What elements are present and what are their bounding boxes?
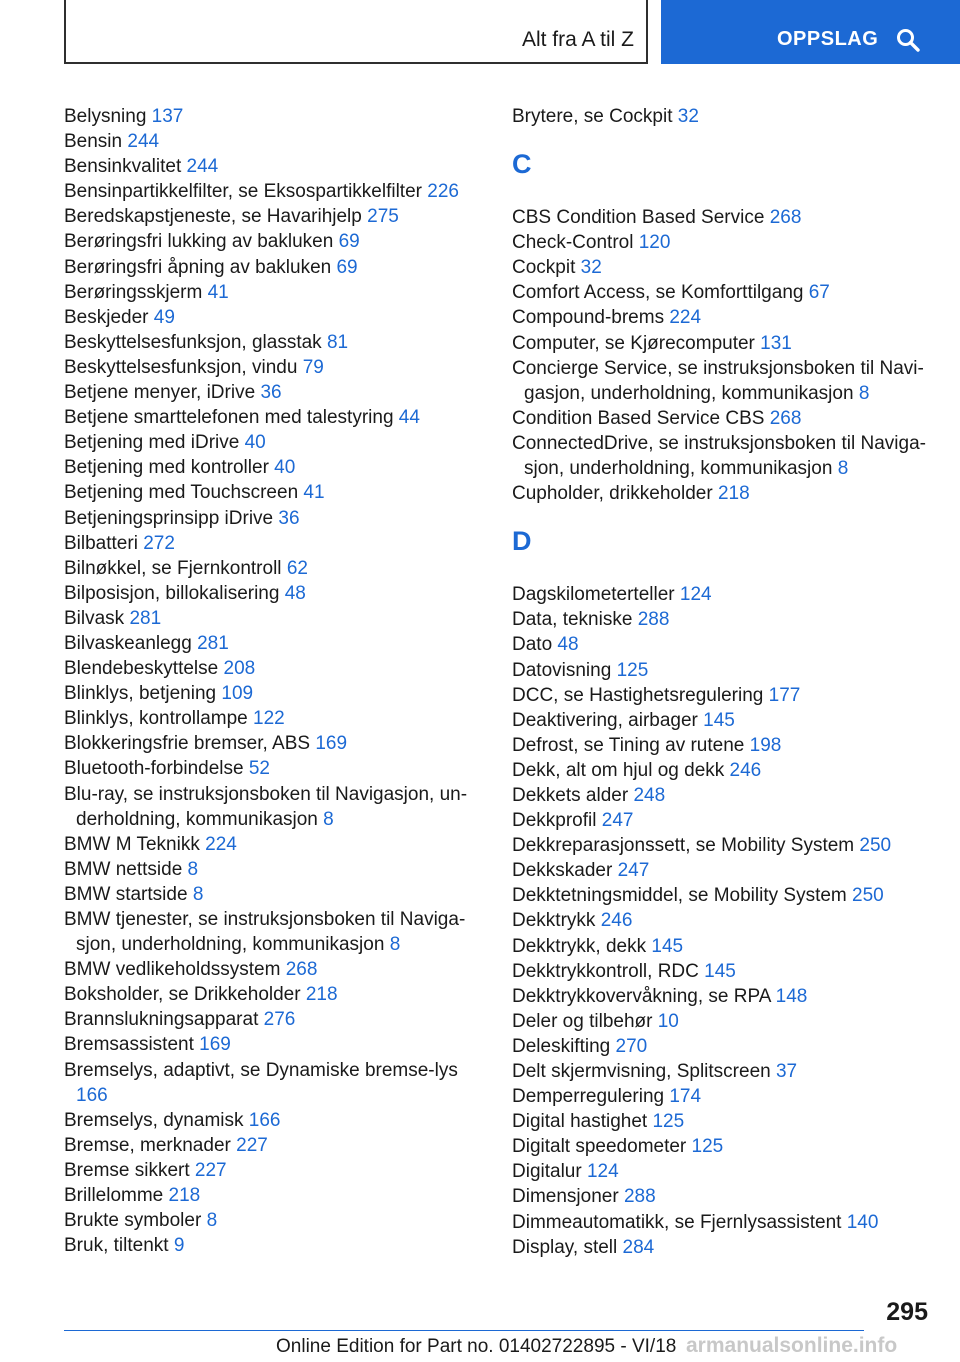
- page-link[interactable]: 40: [244, 432, 266, 454]
- index-term: Deaktivering, airbager: [512, 709, 698, 731]
- index-column-left: [64, 104, 474, 1258]
- page-link[interactable]: 226: [427, 181, 459, 203]
- page-link[interactable]: 120: [638, 232, 671, 254]
- index-term: Demperregulering: [512, 1086, 665, 1108]
- index-entry: [64, 1158, 474, 1183]
- index-term: Brillelomme: [64, 1185, 164, 1207]
- page-link[interactable]: 244: [127, 131, 160, 153]
- page-link[interactable]: 208: [223, 658, 256, 680]
- index-term: Dimmeautomatikk, se Fjernlysassistent: [512, 1211, 842, 1233]
- search-icon[interactable]: [896, 28, 920, 52]
- page-number: 295: [886, 1298, 928, 1326]
- page-link[interactable]: 32: [580, 257, 602, 279]
- watermark: armanualsonline.info: [686, 1334, 898, 1357]
- index-entry: [64, 1208, 474, 1233]
- index-term: BMW M Teknikk: [64, 833, 200, 855]
- index-term: Betjening med Touchscreen: [64, 482, 299, 504]
- page-link[interactable]: 281: [129, 607, 162, 629]
- index-entry: [64, 204, 474, 229]
- index-entry: [512, 1084, 932, 1109]
- index-entry: [64, 330, 474, 355]
- index-entry: [64, 280, 474, 305]
- index-entry: [64, 556, 474, 581]
- page-link[interactable]: 148: [775, 985, 808, 1007]
- page-link[interactable]: 8: [389, 934, 401, 956]
- page-link[interactable]: 140: [846, 1211, 879, 1233]
- index-term: Cupholder, drikkeholder: [512, 483, 713, 505]
- index-term: Delt skjermvisning, Splitscreen: [512, 1061, 771, 1082]
- page-link[interactable]: 109: [221, 683, 254, 705]
- index-entry: [512, 908, 932, 933]
- index-entry: [512, 1134, 932, 1159]
- page-link[interactable]: 124: [679, 584, 712, 606]
- page-link[interactable]: 125: [616, 659, 649, 681]
- page-link[interactable]: 275: [367, 206, 399, 228]
- index-entry: [64, 731, 474, 756]
- index-term: Dekkskader: [512, 860, 613, 882]
- index-term: Cockpit: [512, 257, 576, 279]
- index-entry: [512, 582, 932, 607]
- index-term: BMW tjenester, se instruksjonsboken til Naviga-sjon, underholdning, kommunikasjon: [64, 909, 466, 956]
- index-entry: [64, 782, 474, 832]
- index-term: Bremse sikkert: [64, 1159, 190, 1181]
- page-link[interactable]: 268: [285, 959, 318, 981]
- page-link[interactable]: 218: [305, 984, 338, 1006]
- page-link[interactable]: 268: [769, 207, 802, 229]
- index-term: Betjene menyer, iDrive: [64, 382, 256, 404]
- page-link[interactable]: 250: [859, 835, 892, 857]
- index-term: Digital hastighet: [512, 1111, 648, 1133]
- page-link[interactable]: 8: [192, 883, 204, 905]
- index-term: Concierge Service, se instruksjonsboken til Navi-gasjon, underholdning, kommunikasjon: [512, 357, 924, 404]
- index-entry: [64, 882, 474, 907]
- index-term: Beskjeder: [64, 306, 149, 328]
- index-entry: [64, 957, 474, 982]
- index-entry: [512, 934, 932, 959]
- index-entry: [512, 205, 932, 230]
- index-term: Digitalt speedometer: [512, 1136, 687, 1158]
- page-link[interactable]: 288: [623, 1186, 656, 1208]
- index-term: Computer, se Kjørecomputer: [512, 332, 755, 354]
- index-term: Dekktetningsmiddel, se Mobility System: [512, 885, 847, 907]
- index-term: Dekk, alt om hjul og dekk: [512, 759, 725, 781]
- index-entry: [64, 430, 474, 455]
- page-link[interactable]: 250: [852, 885, 884, 907]
- index-entry: [512, 1184, 932, 1209]
- index-term: Blokkeringsfrie bremser, ABS: [64, 733, 311, 755]
- page-link[interactable]: 9: [173, 1235, 185, 1257]
- index-entry: [64, 255, 474, 280]
- index-term: Dekktrykk: [512, 910, 596, 932]
- index-entry: [64, 631, 474, 656]
- index-entry: [512, 406, 932, 431]
- index-term: Betjening med kontroller: [64, 457, 269, 479]
- index-term: Datovisning: [512, 659, 612, 681]
- page-link[interactable]: 281: [197, 632, 229, 654]
- page-link[interactable]: 8: [206, 1210, 218, 1232]
- page-link[interactable]: 37: [775, 1061, 798, 1082]
- index-entry: [512, 356, 932, 406]
- page-link[interactable]: 8: [323, 808, 334, 830]
- index-term: Deler og tilbehør: [512, 1010, 653, 1032]
- index-entry: [512, 1059, 932, 1084]
- index-term: BMW vedlikeholdssystem: [64, 959, 281, 981]
- page-link[interactable]: 69: [338, 231, 360, 253]
- page-link[interactable]: 81: [326, 331, 349, 353]
- index-entry: [64, 104, 474, 129]
- index-term: Beskyttelsesfunksjon, glasstak: [64, 331, 322, 353]
- page-link[interactable]: 67: [808, 282, 830, 304]
- page-link[interactable]: 131: [760, 332, 792, 354]
- index-term: BMW startside: [64, 883, 188, 905]
- page-link[interactable]: 174: [669, 1086, 702, 1108]
- index-entry: [64, 1233, 474, 1258]
- index-entry: [512, 230, 932, 255]
- oppslag-tab[interactable]: [661, 0, 960, 64]
- index-entry: [512, 280, 932, 305]
- index-entry: [512, 481, 932, 506]
- index-entry: [64, 129, 474, 154]
- index-entry: [512, 783, 932, 808]
- page-link[interactable]: 41: [303, 482, 325, 504]
- page-link[interactable]: 36: [260, 382, 282, 404]
- index-term: Bilposisjon, billokalisering: [64, 582, 280, 604]
- index-term: Dekkreparasjonssett, se Mobility System: [512, 835, 855, 857]
- page-link[interactable]: 79: [302, 356, 324, 378]
- index-term: Blinklys, kontrollampe: [64, 708, 248, 730]
- edition-text: Online Edition for Part no. 01402722895 - VI/18: [276, 1336, 677, 1357]
- index-entry: [64, 756, 474, 781]
- page-link[interactable]: 284: [622, 1236, 655, 1258]
- index-term: Bilbatteri: [64, 532, 138, 554]
- index-term: CBS Condition Based Service: [512, 207, 765, 229]
- page-link[interactable]: 145: [704, 960, 736, 982]
- index-entry: [512, 104, 932, 129]
- index-entry: [64, 1032, 474, 1057]
- page-link[interactable]: 44: [398, 407, 420, 429]
- index-term: Beredskapstjeneste, se Havarihjelp: [64, 206, 362, 228]
- page-link[interactable]: 248: [633, 784, 666, 806]
- page-link[interactable]: 69: [336, 256, 358, 278]
- index-letter-c: C: [512, 149, 532, 180]
- index-term: Brannslukningsapparat: [64, 1009, 259, 1031]
- index-term: Dato: [512, 634, 553, 656]
- index-entry: [64, 1058, 474, 1108]
- index-term: Bremselys, dynamisk: [64, 1109, 244, 1131]
- index-term: Brytere, se Cockpit: [512, 106, 673, 127]
- page-link[interactable]: 8: [858, 382, 870, 404]
- index-entry: [512, 431, 932, 481]
- index-entry: [64, 581, 474, 606]
- index-entry: [64, 706, 474, 731]
- index-term: Dekktrykk, dekk: [512, 935, 647, 957]
- index-entry: [512, 1235, 932, 1260]
- index-entry: [512, 632, 932, 657]
- index-term: Betjene smarttelefonen med talestyring: [64, 407, 394, 429]
- page-link[interactable]: 246: [600, 910, 633, 932]
- index-term: Bluetooth-forbindelse: [64, 758, 244, 780]
- page-link[interactable]: 246: [729, 759, 762, 781]
- page-link[interactable]: 32: [677, 106, 699, 127]
- index-term: Bruk, tiltenkt: [64, 1235, 169, 1257]
- index-entry: [64, 531, 474, 556]
- page-link[interactable]: 166: [76, 1084, 108, 1106]
- index-term: Digitalur: [512, 1161, 582, 1183]
- index-entry: [512, 305, 932, 330]
- index-entry: [64, 1007, 474, 1032]
- page-link[interactable]: 270: [615, 1035, 648, 1057]
- index-term: Bilvaskeanlegg: [64, 632, 192, 654]
- index-entry: [512, 984, 932, 1009]
- index-term: Brukte symboler: [64, 1210, 202, 1232]
- page-link[interactable]: 224: [205, 833, 237, 855]
- index-entry: [512, 1034, 932, 1059]
- page-link[interactable]: 62: [286, 557, 308, 579]
- page-link[interactable]: 268: [769, 407, 802, 429]
- index-entry: [64, 832, 474, 857]
- index-entry: [64, 1183, 474, 1208]
- page-link[interactable]: 8: [187, 858, 199, 880]
- index-term: Beskyttelsesfunksjon, vindu: [64, 356, 298, 378]
- index-entry: [512, 708, 932, 733]
- index-entry: [512, 833, 932, 858]
- index-entry: [512, 883, 932, 908]
- index-term: Bilvask: [64, 607, 125, 629]
- index-entry: [64, 1133, 474, 1158]
- page-link[interactable]: 125: [691, 1136, 724, 1158]
- index-entry: [512, 959, 932, 984]
- index-entry: [512, 658, 932, 683]
- page-link[interactable]: 247: [601, 810, 634, 832]
- index-entry: [64, 857, 474, 882]
- page-link[interactable]: 40: [274, 457, 296, 479]
- index-column-right: [512, 104, 932, 1260]
- index-term: Condition Based Service CBS: [512, 407, 765, 429]
- index-term: Check-Control: [512, 232, 634, 254]
- index-entry: [64, 480, 474, 505]
- page-link[interactable]: 169: [199, 1034, 231, 1056]
- index-entry: [64, 154, 474, 179]
- index-term: Data, tekniske: [512, 609, 633, 631]
- index-term: Berøringsskjerm: [64, 281, 203, 303]
- index-entry: [64, 355, 474, 380]
- index-term: Display, stell: [512, 1236, 618, 1258]
- index-term: Bremse, merknader: [64, 1134, 231, 1156]
- index-entry: [512, 331, 932, 356]
- index-term: Dekkprofil: [512, 810, 597, 832]
- page-link[interactable]: 122: [253, 708, 285, 730]
- index-entry: [512, 808, 932, 833]
- index-term: BMW nettside: [64, 858, 183, 880]
- index-entry: [512, 858, 932, 883]
- index-term: Betjening med iDrive: [64, 432, 240, 454]
- page-link[interactable]: 36: [278, 507, 300, 529]
- index-letter-d: D: [512, 526, 532, 557]
- page-link[interactable]: 198: [749, 734, 782, 756]
- index-entry: [512, 255, 932, 280]
- index-term: Blu-ray, se instruksjonsboken til Navigasjon, un-derholdning, kommunikasjon: [64, 783, 468, 830]
- footer-rule: [64, 1330, 864, 1331]
- index-entry: [64, 606, 474, 631]
- index-entry: [512, 1210, 932, 1235]
- page-link[interactable]: 276: [263, 1009, 296, 1031]
- index-term: Berøringsfri lukking av bakluken: [64, 231, 334, 253]
- index-term: Berøringsfri åpning av bakluken: [64, 256, 332, 278]
- index-entry: [64, 907, 474, 957]
- index-term: Boksholder, se Drikkeholder: [64, 984, 301, 1006]
- index-term: ConnectedDrive, se instruksjonsboken til Naviga-sjon, underholdning, kommunikasjon: [512, 432, 926, 480]
- page-link[interactable]: 244: [186, 156, 219, 178]
- index-term: Bilnøkkel, se Fjernkontroll: [64, 557, 282, 579]
- section-title: Alt fra A til Z: [521, 28, 634, 51]
- index-entry: [64, 179, 474, 204]
- index-term: Comfort Access, se Komforttilgang: [512, 282, 804, 304]
- page-link[interactable]: 10: [657, 1010, 679, 1032]
- index-entry: [64, 405, 474, 430]
- page-link[interactable]: 145: [651, 935, 684, 957]
- page-link[interactable]: 137: [151, 106, 184, 127]
- page-link[interactable]: 218: [168, 1185, 201, 1207]
- index-entry: [64, 380, 474, 405]
- page-link[interactable]: 124: [586, 1161, 619, 1183]
- page-link[interactable]: 8: [837, 458, 849, 480]
- page-link[interactable]: 169: [315, 733, 348, 755]
- page-link[interactable]: 48: [557, 634, 579, 656]
- index-entry: [64, 656, 474, 681]
- index-term: Compound-brems: [512, 307, 665, 329]
- index-entry: [512, 1009, 932, 1034]
- page-link[interactable]: 52: [248, 758, 270, 780]
- index-term: Dimensjoner: [512, 1186, 619, 1208]
- index-term: DCC, se Hastighetsregulering: [512, 684, 764, 706]
- index-entry: [64, 455, 474, 480]
- index-entry: [64, 1108, 474, 1133]
- index-entry: [64, 305, 474, 330]
- index-term: Betjeningsprinsipp iDrive: [64, 507, 274, 529]
- index-entry: [512, 1159, 932, 1184]
- index-entry: [512, 607, 932, 632]
- section-header: [64, 0, 648, 64]
- index-term: Defrost, se Tining av rutene: [512, 734, 745, 756]
- index-entry: [512, 683, 932, 708]
- index-term: Bremsassistent: [64, 1034, 194, 1056]
- index-entry: [512, 733, 932, 758]
- page-link[interactable]: 41: [207, 281, 229, 303]
- index-term: Bensin: [64, 131, 123, 153]
- index-term: Deleskifting: [512, 1035, 611, 1057]
- page-link[interactable]: 247: [617, 860, 650, 882]
- index-entry: [512, 1109, 932, 1134]
- page-link[interactable]: 48: [284, 582, 306, 604]
- index-term: Dekktrykkovervåkning, se RPA: [512, 985, 771, 1007]
- index-term: Belysning: [64, 106, 147, 127]
- index-entry: [64, 506, 474, 531]
- index-entry: [64, 681, 474, 706]
- index-term: Dekkets alder: [512, 784, 629, 806]
- index-term: Bensinkvalitet: [64, 156, 182, 178]
- page-link[interactable]: 166: [248, 1109, 281, 1131]
- page-link[interactable]: 125: [652, 1111, 685, 1133]
- index-term: Dekktrykkontroll, RDC: [512, 960, 699, 982]
- index-term: Blinklys, betjening: [64, 683, 217, 705]
- page-link[interactable]: 272: [143, 532, 175, 554]
- page-link[interactable]: 224: [669, 307, 702, 329]
- index-entry: [64, 982, 474, 1007]
- oppslag-tab-label: OPPSLAG: [777, 28, 879, 50]
- page-link[interactable]: 177: [768, 684, 801, 706]
- index-entry: [512, 758, 932, 783]
- index-term: Bensinpartikkelfilter, se Eksospartikkelfilter: [64, 181, 422, 203]
- index-entry: [64, 229, 474, 254]
- index-term: Blendebeskyttelse: [64, 658, 219, 680]
- page-link[interactable]: 145: [703, 709, 735, 731]
- page-link[interactable]: 227: [236, 1134, 268, 1156]
- index-term: Bremselys, adaptivt, se Dynamiske bremse-lys: [64, 1059, 458, 1081]
- page-link[interactable]: 288: [637, 609, 670, 631]
- index-term: Dagskilometerteller: [512, 584, 675, 606]
- page-link[interactable]: 49: [153, 306, 175, 328]
- page-link[interactable]: 218: [717, 483, 750, 505]
- page-link[interactable]: 227: [194, 1159, 227, 1181]
